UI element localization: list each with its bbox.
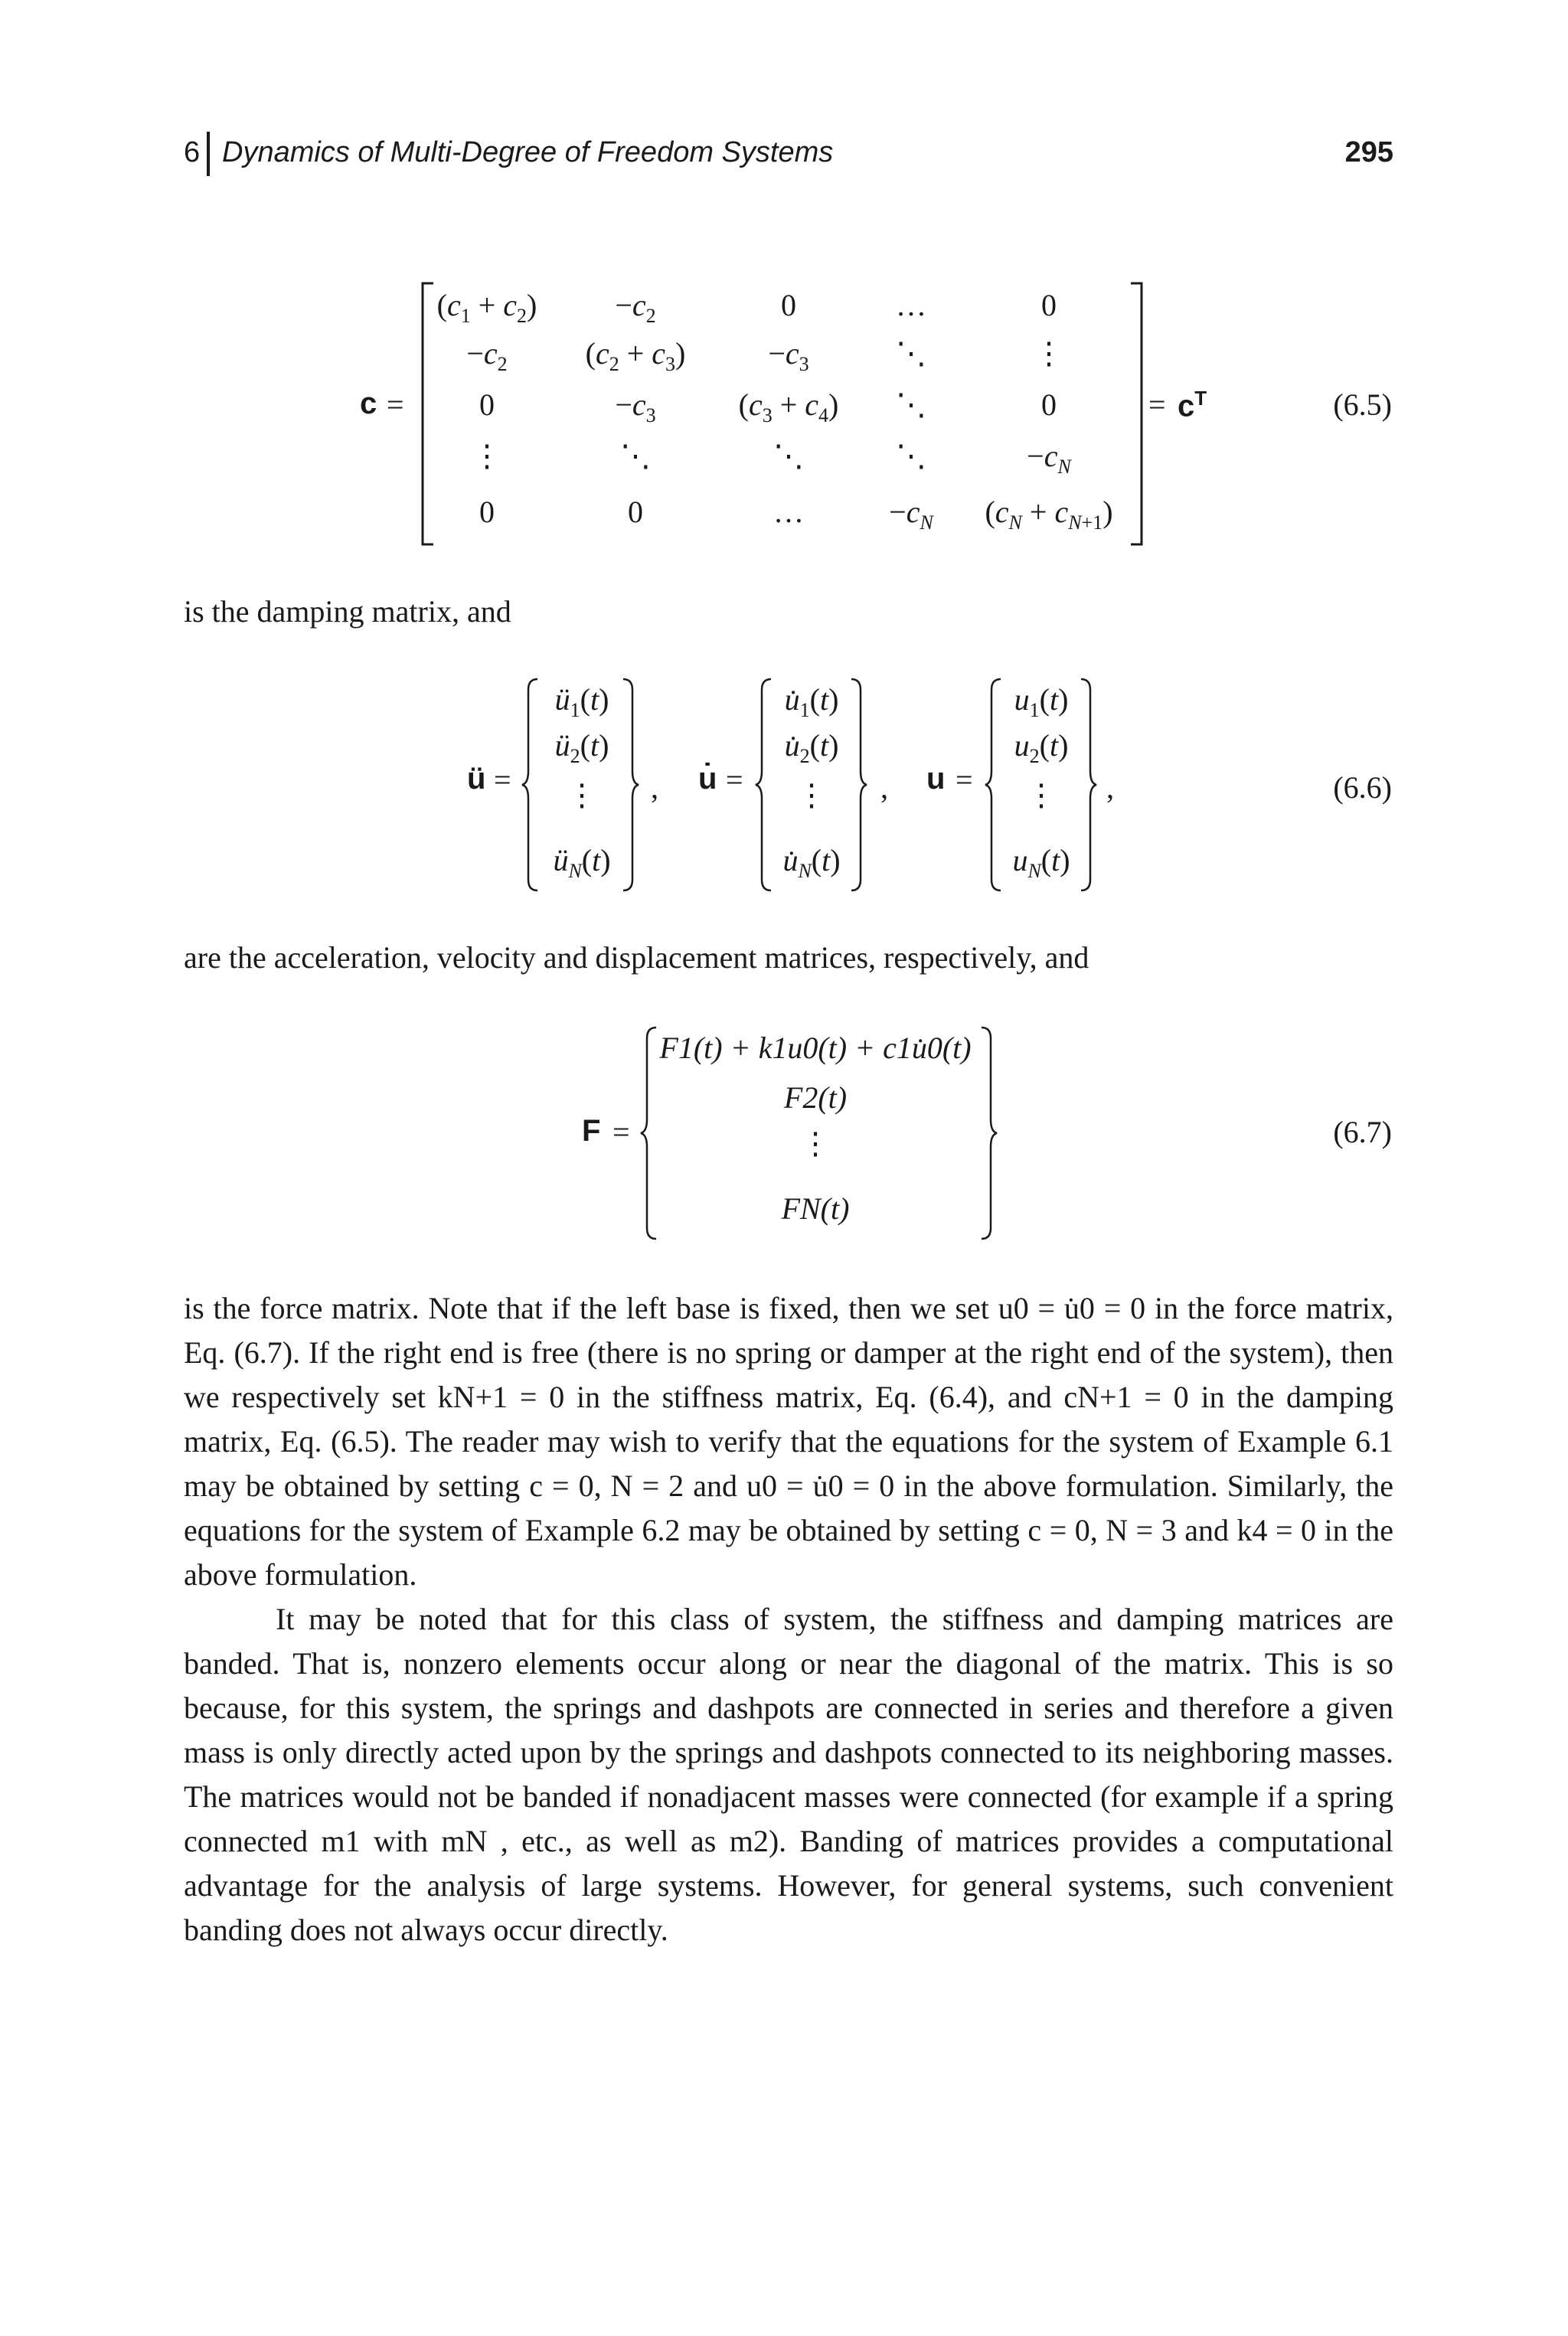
page-number: 295 [1344,136,1393,168]
body-text: are the acceleration, velocity and displacement matrices, respectively, and [184,940,1089,975]
right-brace [622,678,640,892]
matrix-cell: ⋱ [620,439,651,473]
matrix-cell: $-c_N$ [1027,439,1071,478]
right-bracket [1129,282,1145,546]
matrix-cell: … [773,495,804,529]
matrix-cell: ⋱ [896,387,926,422]
displacement-vector-symbol: u [926,762,946,796]
matrix-cell: 0 [479,387,495,422]
vector-entry: $u_1(t)$ [1014,682,1069,721]
vector-entry: ⋮ [567,778,597,812]
equals-sign: = [726,763,743,797]
matrix-cell: ⋮ [1034,336,1064,371]
vector-entry: ⋮ [1026,778,1057,812]
vector-entry: $u̇_2(t)$ [784,728,839,767]
chapter-number: 6 [184,136,201,168]
matrix-cell: ⋮ [472,439,502,473]
matrix-cell: 0 [628,495,643,529]
paragraph-force-matrix: is the force matrix. Note that if the left base is fixed, then we set u0 = u̇0 = 0 in the force matrix, Eq. (6.7). If the right end is free (there is no spring or damper at the right end of the system), then we respectively set kN+1 = 0 in the stiffness matrix, Eq. (6.4), and cN+1 = 0 in the damping matrix, Eq. (6.5). The reader may wish to verify that the equations for the system of Example 6.1 may be obtained by setting c = 0, N = 2 and u0 = u̇0 = 0 in the above formulation. Similarly, the equations for the system of Example 6.2 may be obtained by setting c = 0, N = 3 and k4 = 0 in the above formulation. [184,1291,1393,1592]
matrix-cell: 0 [1041,288,1057,322]
matrix-cell: ⋱ [773,439,804,473]
running-header [184,132,1393,178]
vector-entry: $u_N(t)$ [1012,843,1070,882]
left-bracket [420,282,435,546]
left-brace [639,1026,658,1240]
force-vector-entry-n: FN(t) [781,1191,850,1226]
force-vector-entry-2: F2(t) [783,1080,848,1115]
equation-number: (6.6) [1333,770,1392,805]
vector-entry: $ü_2(t)$ [554,728,609,767]
comma: , [651,770,658,805]
matrix-cell: … [896,288,926,322]
force-vector-entry-1: F1(t) + k1u0(t) + c1u̇0(t) [659,1031,972,1065]
velocity-vector-symbol: u̇ [698,762,717,796]
left-brace [984,678,1002,892]
matrix-cell: ⋱ [896,439,926,473]
equals-sign: = [387,387,404,422]
left-brace [521,678,539,892]
equals-sign: = [612,1115,630,1149]
body-text [184,1286,1393,1952]
acceleration-vector-symbol: ü [467,762,486,796]
damping-matrix-transpose: $c^T$ [1178,387,1207,423]
matrix-cell: $-c_3$ [768,336,809,375]
header-divider [207,132,210,176]
equals-sign: = [956,763,973,797]
matrix-cell: $-c_N$ [889,495,933,534]
equation-number: (6.7) [1333,1115,1392,1149]
vector-entry: $u̇_1(t)$ [784,682,839,721]
right-brace [980,1026,998,1240]
matrix-cell: $(c_3 + c_4)$ [738,387,839,426]
equals-sign: = [494,763,511,797]
matrix-cell: $(c_1 + c_2)$ [436,288,537,327]
paragraph-banding: It may be noted that for this class of system, the stiffness and damping matrices are banded. That is, nonzero elements occur along or near the diagonal of the matrix. This is so because, for this system, the springs and dashpots are connected in series and therefore a given mass is only directly acted upon by the springs and dashpots connected to its neighboring masses. The matrices would not be banded if nonadjacent masses were connected (for example if a spring connected m1 with mN , etc., as well as m2). Banding of matrices provides a computational advantage for the analysis of large systems. However, for general systems, such convenient banding does not always occur directly. [184,1602,1393,1947]
matrix-cell: $-c_3$ [615,387,656,426]
force-matrix-symbol: F [582,1114,601,1148]
vector-entry: $u̇_N(t)$ [782,843,841,882]
chapter-title: Dynamics of Multi-Degree of Freedom Systems [222,136,834,168]
matrix-cell: $-c_2$ [615,288,656,327]
left-brace [754,678,773,892]
equation-number: (6.5) [1333,387,1392,422]
matrix-cell: $-c_2$ [466,336,508,375]
comma: , [880,770,888,805]
vector-entry: $u_2(t)$ [1014,728,1069,767]
matrix-cell: 0 [781,288,796,322]
vector-entry: $ü_1(t)$ [554,682,609,721]
right-brace [850,678,868,892]
vector-entry: ⋮ [796,778,827,812]
vector-entry: ⋮ [800,1126,831,1161]
comma: , [1106,770,1114,805]
matrix-cell: 0 [479,495,495,529]
matrix-cell: $(c_N + c_{N+1})$ [985,495,1113,534]
matrix-cell: $(c_2 + c_3)$ [585,336,686,375]
matrix-cell: 0 [1041,387,1057,422]
equals-sign: = [1148,387,1166,422]
body-text: is the damping matrix, and [184,594,511,629]
right-brace [1080,678,1098,892]
damping-matrix-symbol: c [360,387,377,420]
vector-entry: $ü_N(t)$ [553,843,611,882]
matrix-cell: ⋱ [896,336,926,371]
